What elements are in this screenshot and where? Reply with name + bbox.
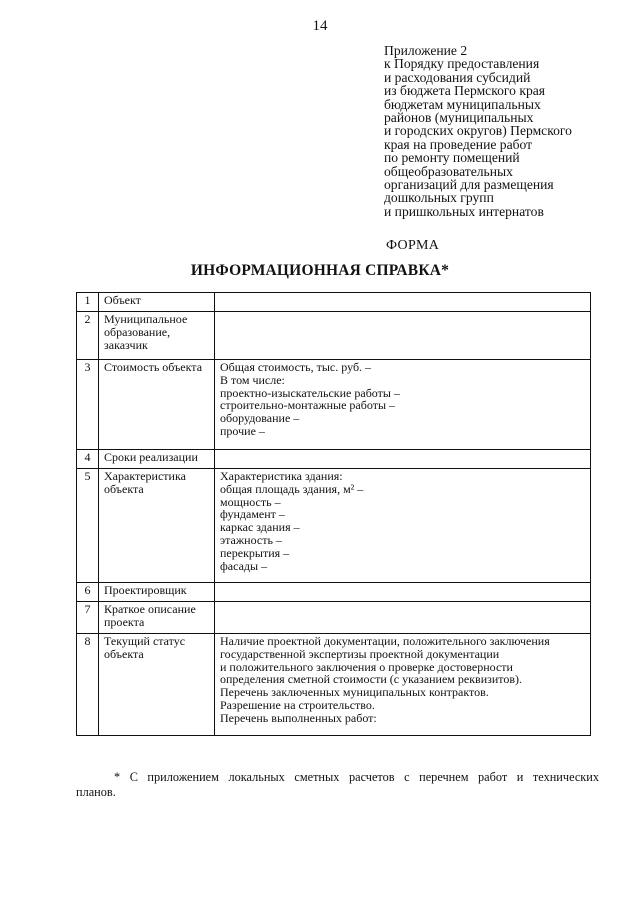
row-number: 5 xyxy=(77,469,99,583)
row-name-line: Объект xyxy=(104,293,141,307)
row-name-line: Сроки реализации xyxy=(104,450,198,464)
appendix-line: и пришкольных интернатов xyxy=(384,203,544,219)
appendix-line: края на проведение работ xyxy=(384,136,533,152)
row-value-line: определения сметной стоимости (с указанием реквизитов). xyxy=(220,672,523,687)
appendix-line: и городских округов) Пермского xyxy=(384,123,572,139)
row-value-line: фасады – xyxy=(220,558,268,573)
row-name-line: Краткое описание xyxy=(104,602,196,616)
table-row xyxy=(77,583,591,602)
row-value-line: Перечень заключенных муниципальных контрактов. xyxy=(220,685,489,700)
row-value-line: проектно-изыскательские работы – xyxy=(220,385,400,400)
row-name-line: Характеристика xyxy=(104,469,186,483)
row-value-line: строительно-монтажные работы – xyxy=(220,398,396,413)
appendix-line: и расходования субсидий xyxy=(384,69,531,85)
row-value-line: государственной экспертизы проектной документации xyxy=(220,646,500,661)
row-value-line: прочие – xyxy=(220,423,265,438)
appendix-line: районов (муниципальных xyxy=(384,110,534,126)
footnote xyxy=(76,770,599,800)
appendix-line: дошкольных групп xyxy=(384,190,494,206)
table-row xyxy=(77,293,591,312)
row-value-line: мощность – xyxy=(220,494,281,509)
row-value-line: Наличие проектной документации, положительного заключения xyxy=(220,634,550,648)
table-row xyxy=(77,360,591,450)
appendix-header xyxy=(384,44,624,218)
row-name-line: объекта xyxy=(104,646,144,661)
row-name-cell xyxy=(99,602,215,634)
row-value-line: Общая стоимость, тыс. руб. – xyxy=(220,360,372,374)
info-table xyxy=(76,292,591,736)
row-number: 6 xyxy=(77,583,99,602)
appendix-line: организаций для размещения xyxy=(384,177,554,193)
row-value-cell xyxy=(215,634,591,736)
appendix-line: общеобразовательных xyxy=(384,163,513,179)
row-value-line: общая площадь здания, м² – xyxy=(220,481,364,496)
document-title: ИНФОРМАЦИОННАЯ СПРАВКА* xyxy=(190,262,450,279)
form-label: ФОРМА xyxy=(386,238,440,253)
row-number: 3 xyxy=(77,360,99,450)
row-value-line: каркас здания – xyxy=(220,520,300,535)
row-value-line: Перечень выполненных работ: xyxy=(220,710,377,725)
row-value-line: Разрешение на строительство. xyxy=(220,697,375,712)
appendix-line: из бюджета Пермского края xyxy=(384,83,546,99)
row-name-line: Текущий статус xyxy=(104,634,186,648)
row-value-cell xyxy=(215,293,591,312)
appendix-line: Приложение 2 xyxy=(384,43,468,58)
row-value-line: этажность – xyxy=(220,532,282,547)
footnote-line: * С приложением локальных сметных расчетов с перечнем работ и технических xyxy=(114,770,599,784)
row-value-cell xyxy=(215,602,591,634)
row-name-cell xyxy=(99,293,215,312)
row-name-cell xyxy=(99,634,215,736)
appendix-line: по ремонту помещений xyxy=(384,150,520,166)
row-name-line: Стоимость объекта xyxy=(104,360,203,374)
table-row xyxy=(77,450,591,469)
table-row xyxy=(77,312,591,360)
row-value-line: В том числе: xyxy=(220,372,285,387)
row-name-cell xyxy=(99,312,215,360)
row-value-line: и положительного заключения о проверке достоверности xyxy=(220,659,513,674)
appendix-line: бюджетам муниципальных xyxy=(384,96,541,112)
row-number: 7 xyxy=(77,602,99,634)
row-name-line: объекта xyxy=(104,481,144,496)
row-name-cell xyxy=(99,583,215,602)
row-value-cell xyxy=(215,469,591,583)
row-value-line: фундамент – xyxy=(220,507,285,522)
row-name-line: проекта xyxy=(104,614,145,629)
row-value-line: Характеристика здания: xyxy=(220,469,343,483)
row-name-line: образование, xyxy=(104,324,171,339)
row-value-cell xyxy=(215,360,591,450)
row-value-cell xyxy=(215,450,591,469)
footnote-line: планов. xyxy=(76,785,116,799)
row-name-cell xyxy=(99,450,215,469)
row-number: 1 xyxy=(77,293,99,312)
row-number: 4 xyxy=(77,450,99,469)
row-value-line: оборудование – xyxy=(220,411,300,426)
table-row xyxy=(77,634,591,736)
appendix-line: к Порядку предоставления xyxy=(384,56,540,72)
row-number: 2 xyxy=(77,312,99,360)
row-value-line: перекрытия – xyxy=(220,545,290,560)
row-value-cell xyxy=(215,312,591,360)
row-name-line: заказчик xyxy=(104,337,148,352)
row-name-line: Муниципальное xyxy=(104,312,188,326)
row-name-cell xyxy=(99,469,215,583)
row-value-cell xyxy=(215,583,591,602)
row-name-cell xyxy=(99,360,215,450)
row-number: 8 xyxy=(77,634,99,736)
row-name-line: Проектировщик xyxy=(104,583,187,597)
table-row xyxy=(77,602,591,634)
table-row xyxy=(77,469,591,583)
page-number: 14 xyxy=(312,18,328,34)
